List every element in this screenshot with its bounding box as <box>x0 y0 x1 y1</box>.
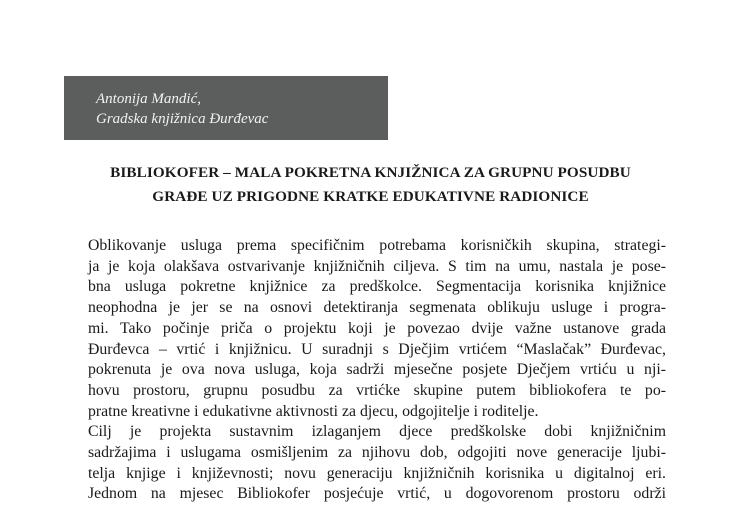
author-name: Antonija Mandić, <box>96 91 201 107</box>
article-body <box>88 236 666 505</box>
body-line: Đurđevca – vrtić i knjižnicu. U suradnji s Dječjim vrtićem “Maslačak” Đurđevac, <box>88 340 666 358</box>
body-line: Jednom na mjesec Bibliokofer posjećuje vrtić, u dogovorenom prostoru održi <box>88 485 666 503</box>
body-line: hovu prostoru, grupnu posudbu za vrtićke skupine putem bibliokofera te po- <box>88 381 666 399</box>
body-line: bna usluga pokretne knjižnice za predškolce. Segmentacija korisnika knjižnice <box>88 278 666 296</box>
author-affiliation: Gradska knjižnica Đurđevac <box>96 111 269 127</box>
body-line: Oblikovanje usluga prema specifičnim potrebama korisničkih skupina, strategi- <box>88 237 666 254</box>
article-title <box>64 161 677 209</box>
body-line: pratne kreativne i edukativne aktivnosti za djecu, odgojitelje i roditelje. <box>88 402 539 420</box>
body-line: sadržajima i uslugama osmišljenim za njihovu dob, odgojiti nove generacije ljubi- <box>88 444 666 462</box>
body-line: ja je koja olakšava ostvarivanje knjižničnih ciljeva. S tim na umu, nastala je pose- <box>88 257 666 275</box>
body-line: Cilj je projekta sustavnim izlaganjem djece predškolske dobi knjižničnim <box>88 423 666 441</box>
body-line: mi. Tako počinje priča o projektu koji je povezao dvije važne ustanove grada <box>88 319 666 337</box>
body-line: pokrenuta je ova nova usluga, koja sadrži mjesečne posjete Dječjem vrtiću u nji- <box>88 361 666 379</box>
title-line-2: GRAĐE UZ PRIGODNE KRATKE EDUKATIVNE RADIONICE <box>152 188 589 205</box>
body-line: telja knjige i književnosti; novu generaciju knjižničnih korisnika u digitalnoj eri. <box>88 464 666 482</box>
author-box <box>64 76 388 140</box>
title-line-1: BIBLIOKOFER – MALA POKRETNA KNJIŽNICA ZA GRUPNU POSUDBU <box>110 164 631 181</box>
body-line: neophodna je jer se na osnovi detektiranja segmenata oblikuju usluge i progra- <box>88 299 666 317</box>
